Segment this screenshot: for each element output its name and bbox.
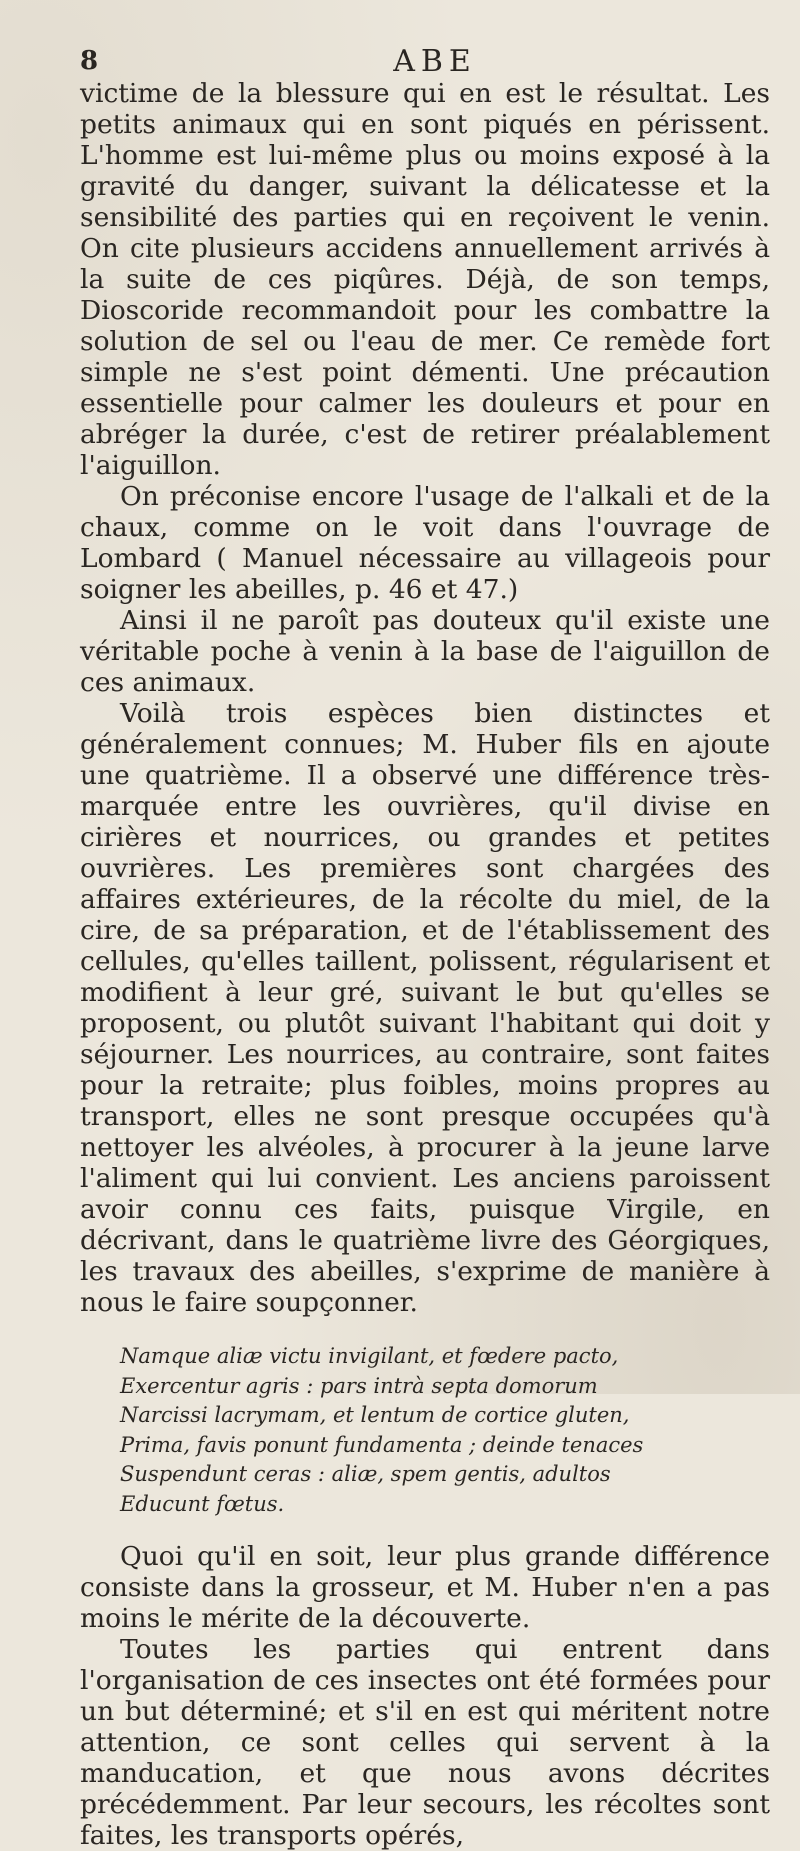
verse-line: Suspendunt ceras : aliæ, spem gentis, adultos [120, 1462, 611, 1486]
verse-line: Prima, favis ponunt fundamenta ; deinde tenaces [120, 1432, 644, 1457]
verse-line: Namque aliæ victu invigilant, et fœdere pacto, [120, 1344, 619, 1368]
paragraph-venom: victime de la blessure qui en est le résultat. Les petits animaux qui en sont piqués en périssent. L'homme est lui-même plus ou moins exposé à la gravité du danger, suivant la délicatesse et la sensibilité des parties qui en reçoivent le venin. On cite plusieurs accidens annuellement arrivés à la suite de ces piqûres. Déjà, de son temps, Dioscoride recommandoit pour les combattre la solution de sel ou l'eau de mer. Ce remède fort simple ne s'est point démenti. Une précaution essentielle pour calmer les douleurs et pour en abréger la durée, c'est de retirer préalablement l'aiguillon. [80, 78, 770, 481]
paragraph-venom-pouch: Ainsi il ne paroît pas douteux qu'il existe une véritable poche à venin à la base de l'aiguillon de ces animaux. [80, 605, 770, 698]
paragraph-size-difference: Quoi qu'il en soit, leur plus grande différence consiste dans la grosseur, et M. Huber n'en a pas moins le mérite de la découverte. [80, 1541, 770, 1634]
paragraph-organisation: Toutes les parties qui entrent dans l'organisation de ces insectes ont été formées pour un but déterminé; et s'il en est qui méritent notre attention, ce sont celles qui servent à la manducation, et que nous avons décrites précédemment. Par leur secours, les récoltes sont faites, les transports opérés, [80, 1634, 770, 1851]
running-head: ABE [393, 44, 477, 79]
latin-verse-quote [80, 1342, 770, 1519]
verse-line: Exercentur agris : pars intrà septa domorum [120, 1373, 598, 1398]
page-header [80, 44, 760, 80]
verse-line: Narcissi lacrymam, et lentum de cortice gluten, [120, 1403, 630, 1427]
paragraph-remedies: On préconise encore l'usage de l'alkali et de la chaux, comme on le voit dans l'ouvrage de Lombard ( Manuel nécessaire au villageois pour soigner les abeilles, p. 46 et 47.) [80, 481, 770, 605]
paragraph-worker-types: Voilà trois espèces bien distinctes et généralement connues; M. Huber fils en ajoute une quatrième. Il a observé une différence très-marquée entre les ouvrières, qu'il divise en cirières et nourrices, ou grandes et petites ouvrières. Les premières sont chargées des affaires extérieures, de la récolte du miel, de la cire, de sa préparation, et de l'établissement des cellules, qu'elles taillent, polissent, régularisent et modifient à leur gré, suivant le but qu'elles se proposent, ou plutôt suivant l'habitant qui doit y séjourner. Les nourrices, au contraire, sont faites pour la retraite; plus foibles, moins propres au transport, elles ne sont presque occupées qu'à nettoyer les alvéoles, à procurer à la jeune larve l'aliment qui lui convient. Les anciens paroissent avoir connu ces faits, puisque Virgile, en décrivant, dans le quatrième livre des Géorgiques, les travaux des abeilles, s'exprime de manière à nous le faire soupçonner. [80, 698, 770, 1318]
body-text [80, 78, 770, 1851]
verse-line: Educunt fœtus. [120, 1491, 285, 1516]
page-number: 8 [80, 46, 99, 76]
